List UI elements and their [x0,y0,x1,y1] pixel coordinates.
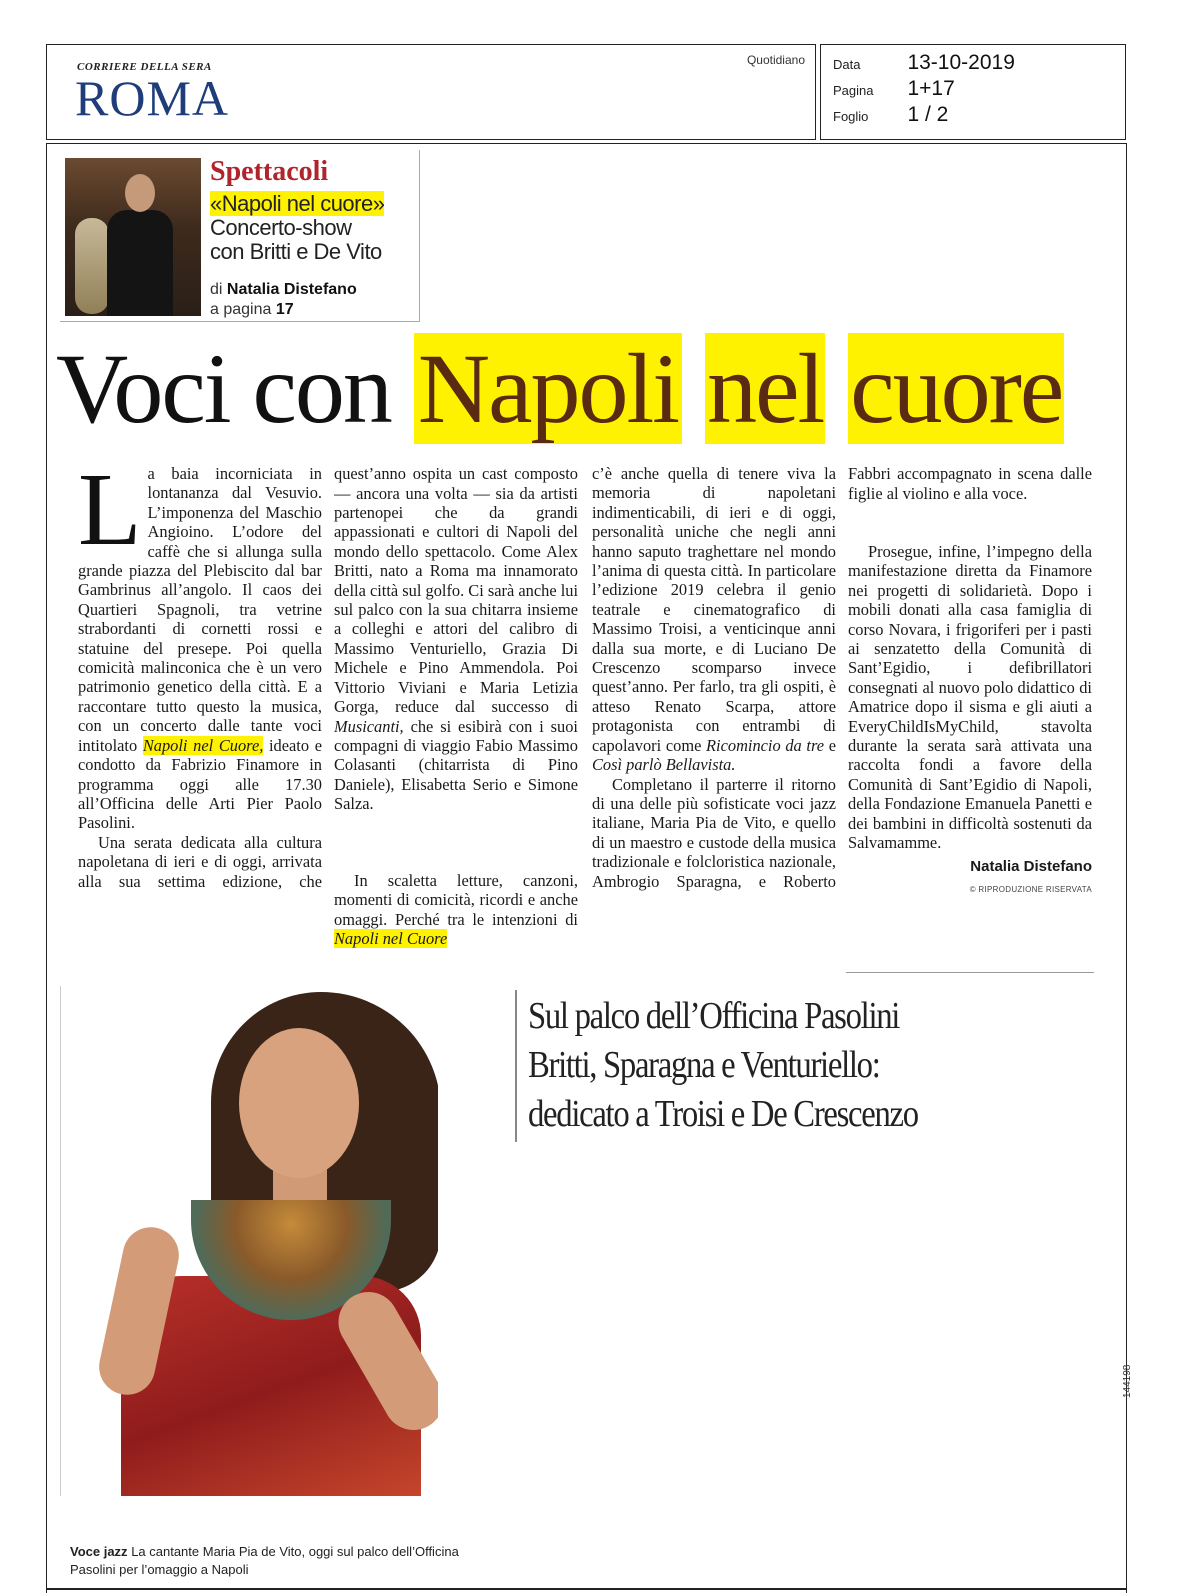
p2-text-col1: Una serata dedicata alla cultura napoletana di ieri e di oggi, arrivata alla sua settima edizione, che [78,832,322,891]
photo-caption [70,1543,470,1579]
article-paragraph-4-cont [848,464,1092,503]
publication-type: Quotidiano [746,53,805,67]
p3-and: e [828,735,836,755]
headline-part1: Voci con [56,333,391,444]
masthead-main: ROMA [75,70,230,126]
subhead-line-2: Britti, Sparagna e Venturiello: [528,1044,880,1086]
teaser-photo [65,158,201,316]
p2-continuation-window [334,464,578,871]
teaser-byline-prefix: di [210,281,223,298]
photo-face-shape [239,1028,359,1178]
side-code: 144198 [1122,1364,1133,1398]
meta-foglio-value: 1 / 2 [907,103,949,126]
meta-foglio-row [833,103,948,127]
masthead-box [46,44,816,140]
headline-hl2: nel [707,333,824,444]
guitar-shape [75,218,109,314]
meta-data-label: Data [833,57,861,72]
article-author: Natalia Distefano [970,857,1092,875]
subhead-bar [515,990,517,1142]
subhead-line-3: dedicato a Troisi e De Crescenzo [528,1093,918,1135]
p4-continuation-window [848,464,1092,542]
masthead-top: CORRIERE DELLA SERA [77,61,212,73]
meta-box [820,44,1126,140]
teaser-title-line3: con Britti e De Vito [210,239,382,264]
article-paragraph-4 [592,775,836,891]
meta-data-value: 13-10-2019 [907,51,1015,74]
p4-window [592,775,836,891]
caption-bold: Voce jazz [70,1544,128,1559]
headline-hl3: cuore [850,333,1063,444]
person-head-shape [125,174,155,212]
teaser-page-ref-prefix: a pagina [210,301,272,318]
bottom-rule [46,1588,1127,1590]
teaser-title-line2: Concerto-show [210,215,352,240]
p1-text-a: a baia incorniciata in lontananza dal Vesuvio. L’imponenza del Maschio Angioino. L’odore del caffè che si allunga sulla grande piazza del Plebiscito dal bar Gambrinus all’angolo. Il caos dei Quartieri Spagnoli, tra vetrine strabordanti di cornetti rossi e statuine del presepe. Poi quella comicità malinconica che è un vero patrimonio genetico della città. E a raccontare tutto questo la musica, con un concerto dalle tante voci intitolato [78,464,322,755]
p2-text: quest’anno ospita un cast composto — ancora una volta — sia da artisti partenopei che da grandi appassionati e cultori di Napoli del mondo dello spettacolo. Come Alex Britti, nato a Roma ma innamorato della città sul golfo. Ci sarà anche lui sul palco con la sua chitarra insieme a colleghi e attori del calibro di Massimo Venturiello, Grazia Di Michele e Pino Ammendola. Poi Vittorio Viviani e Maria Letizia Gorga, reduce dal successo di [334,464,578,717]
article-column-4 [848,464,1092,899]
meta-foglio-label: Foglio [833,109,869,124]
singer-photo [60,986,438,1496]
p2-text-b: che si esibirà con i suoi compagni di viaggio Fabio Massimo Colasanti (chitarrista di Pino Daniele), Elisabetta Serio e Simone Salza. [334,716,578,814]
meta-pagina-label: Pagina [833,83,874,98]
article-paragraph-5 [848,542,1092,853]
meta-pagina-value: 1+17 [907,77,955,100]
p5-text: Prosegue, infine, l’impegno della manifestazione diretta da Finamore nei progetti di solidarietà. Dopo i mobili donati alla casa famiglia di corso Novara, i frigoriferi per i pasti ai senzatetto della Comunità di Sant’Egidio, i defibrillatori consegnati al nuovo polo didattico di Amatrice dopo il sisma e gli aiuti a EveryChildIsMyChild, stavolta durante la serata sarà attivata una raccolta fondi a favore della Comunità di Sant’Egidio di Napoli, della Fondazione Emanuela Panetti e dei bambini in difficoltà sostenuti da Salvamamme. [848,542,1092,853]
p4-text: Completano il parterre il ritorno di una delle più sofisticate voci jazz italiane, Maria Pia de Vito, e quello di un maestro e custode della musica tradizionale e folcloristica nazionale, Ambrogio Sparagna, e Roberto [592,774,836,891]
article-paragraph-3-start [334,871,578,949]
column-end-rule [846,972,1094,973]
article-paragraph-3-cont [592,464,836,775]
headline-hl1: Napoli [414,333,682,444]
teaser-kicker: Spettacoli [210,156,329,187]
article-column-3 [592,464,836,891]
p1-highlight: Napoli nel Cuore, [142,735,264,755]
p2-italic: Musicanti, [334,716,404,736]
p3-italic-2: Così parlò Bellavista. [592,755,736,775]
caption-text: La cantante Maria Pia de Vito, oggi sul palco dell’Officina Pasolini per l’omaggio a Napoli [70,1544,459,1577]
subheadline [528,992,918,1139]
p3-highlight: Napoli nel Cuore [334,929,448,949]
article-column-1 [78,452,322,891]
p1-text-b: ideato e condotto da Fabrizio Finamore in programma oggi alle 17.30 all’Officina delle Arti Pier Paolo Pasolini. [78,735,322,833]
teaser-byline [210,280,357,320]
article-paragraph-2 [334,464,578,814]
teaser-box [60,150,420,322]
p4-text-cont: Fabbri accompagnato in scena dalle figlie al violino e alla voce. [848,464,1092,503]
article-paragraph-1 [78,452,322,833]
meta-pagina-row [833,77,955,101]
teaser-byline-author: Natalia Distefano [226,281,357,298]
person-body-shape [107,210,173,316]
meta-data-row [833,51,1015,75]
teaser-title-highlight: «Napoli nel cuore» [210,191,385,216]
headline [56,330,1064,448]
teaser-title [210,192,384,264]
p3-italic-1: Ricomincio da tre [706,735,825,755]
p3-text-b: c’è anche quella di tenere viva la memoria di napoletani indimenticabili, di ieri e di oggi, personalità uniche che negli anni hanno saputo traghettare nel mondo l’anima di questa città. In particolare l’edizione 2019 celebra il genio teatrale e cinematografico di Massimo Troisi, a venticinque anni dalla sua morte, e di Luciano De Crescenzo scomparso invece quest’anno. Per farlo, tra gli ospiti, è atteso Renato Scarpa, attore protagonista con entrambi di capolavori come [592,464,836,755]
teaser-page-ref-num: 17 [275,301,294,318]
article-column-2 [334,464,578,949]
p3-text-a: In scaletta letture, canzoni, momenti di comicità, ricordi e anche omaggi. Perché tra le intenzioni di [334,871,578,929]
article-paragraph-2-start [78,833,322,891]
subhead-line-1: Sul palco dell’Officina Pasolini [528,995,900,1037]
copyright-notice: © RIPRODUZIONE RISERVATA [969,884,1092,894]
dropcap: L [78,452,142,567]
